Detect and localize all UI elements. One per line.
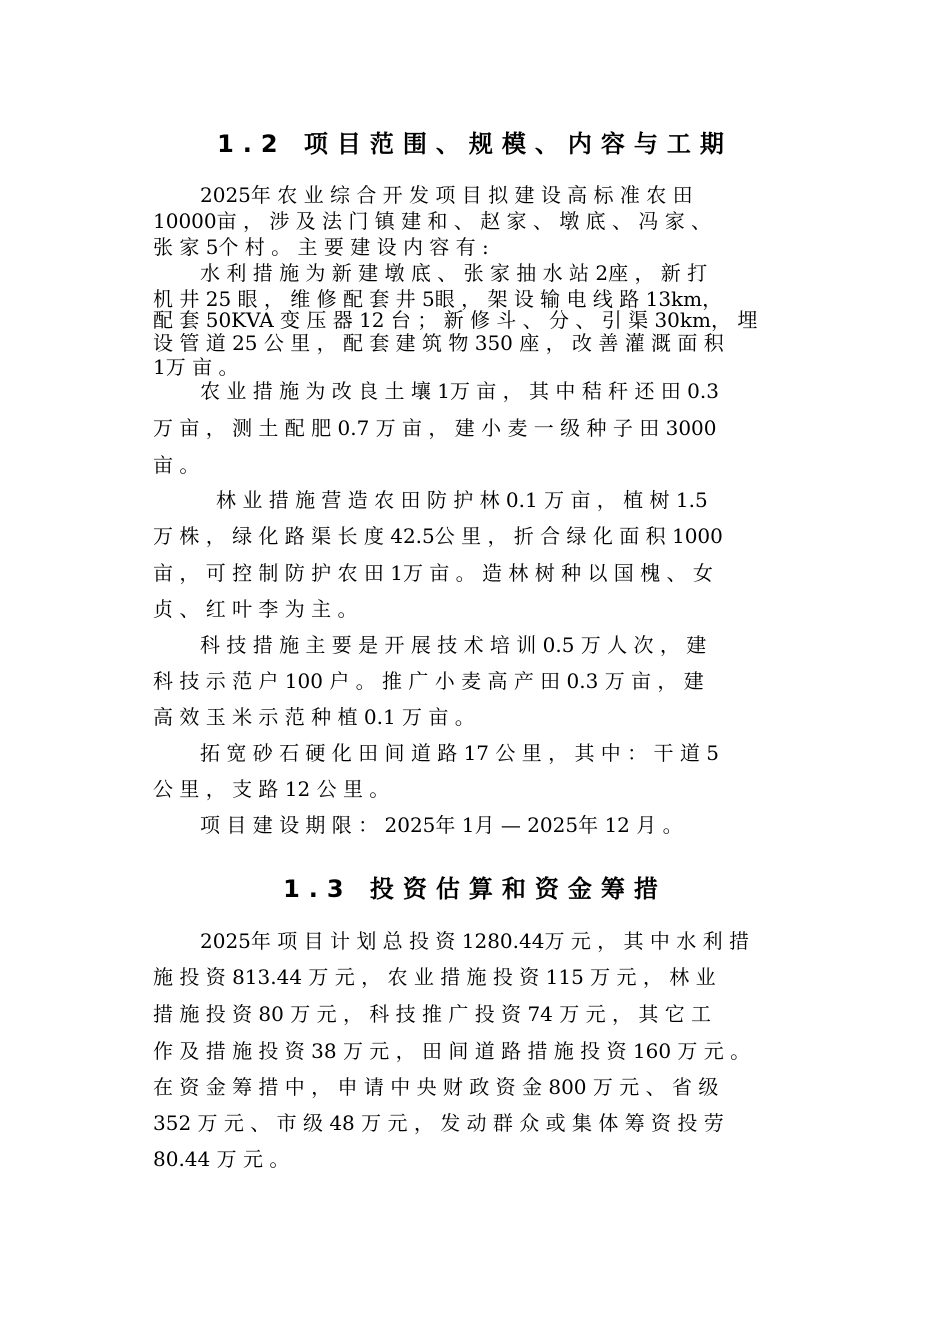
- paragraph-line: 80.44 万 元 。: [153, 1147, 290, 1171]
- paragraph-line: 配 套 50KVA 变 压 器 12 台 ； 新 修 斗 、 分 、 引 渠 30km， 埋: [153, 308, 758, 332]
- paragraph-line: 万 株 ， 绿 化 路 渠 长 度 42.5公 里 ， 折 合 绿 化 面 积 1000: [153, 524, 723, 548]
- paragraph-line: 高 效 玉 米 示 范 种 植 0.1 万 亩 。: [153, 705, 475, 729]
- paragraph-line: 拓 宽 砂 石 硬 化 田 间 道 路 17 公 里 ， 其 中 ： 干 道 5: [200, 741, 719, 765]
- paragraph-line: 科 技 措 施 主 要 是 开 展 技 术 培 训 0.5 万 人 次 ， 建: [200, 633, 707, 657]
- paragraph-line: 林 业 措 施 营 造 农 田 防 护 林 0.1 万 亩 ， 植 树 1.5: [216, 488, 708, 512]
- paragraph-line: 农 业 措 施 为 改 良 土 壤 1万 亩 ， 其 中 秸 秆 还 田 0.3: [200, 379, 719, 403]
- paragraph-line: 贞 、 红 叶 李 为 主 。: [153, 597, 358, 621]
- paragraph-line: 在 资 金 筹 措 中 ， 申 请 中 央 财 政 资 金 800 万 元 、 省 级: [153, 1075, 719, 1099]
- paragraph-line: 352 万 元 、 市 级 48 万 元 ， 发 动 群 众 或 集 体 筹 资 投 劳: [153, 1111, 724, 1135]
- paragraph-line: 2025年 项 目 计 划 总 投 资 1280.44万 元 ， 其 中 水 利 措: [200, 929, 749, 953]
- paragraph-line: 公 里 ， 支 路 12 公 里 。: [153, 777, 390, 801]
- paragraph-line: 机 井 25 眼 ， 维 修 配 套 井 5眼 ， 架 设 输 电 线 路 13km，: [153, 287, 723, 311]
- paragraph-line: 科 技 示 范 户 100 户 。 推 广 小 麦 高 产 田 0.3 万 亩 ， 建: [153, 669, 704, 693]
- paragraph-line: 10000亩 ， 涉 及 法 门 镇 建 和 、 赵 家 、 墩 底 、 冯 家 、: [153, 209, 712, 233]
- paragraph-line: 亩 。: [153, 453, 200, 477]
- paragraph-line: 张 家 5个 村 。 主 要 建 设 内 容 有 :: [153, 235, 489, 259]
- paragraph-line: 作 及 措 施 投 资 38 万 元 ， 田 间 道 路 措 施 投 资 160 万 元 。: [153, 1039, 751, 1063]
- paragraph-line: 万 亩 ， 测 土 配 肥 0.7 万 亩 ， 建 小 麦 一 级 种 子 田 3000: [153, 416, 717, 440]
- section-1-3-heading: 1.3 投资估算和资金筹措: [283, 875, 667, 903]
- paragraph-line: 2025年 农 业 综 合 开 发 项 目 拟 建 设 高 标 准 农 田: [200, 183, 693, 207]
- paragraph-line: 施 投 资 813.44 万 元 ， 农 业 措 施 投 资 115 万 元 ， 林 业: [153, 965, 716, 989]
- section-1-2-heading: 1.2 项目范围、规模、内容与工期: [217, 130, 733, 158]
- paragraph-line: 设 管 道 25 公 里 ， 配 套 建 筑 物 350 座 ， 改 善 灌 溉 面 积: [153, 331, 724, 355]
- paragraph-line: 亩 ， 可 控 制 防 护 农 田 1万 亩 。 造 林 树 种 以 国 槐 、 女: [153, 561, 713, 585]
- paragraph-line: 1万 亩 。: [153, 355, 239, 379]
- paragraph-line: 项 目 建 设 期 限 ： 2025年 1月 — 2025年 12 月 。: [200, 813, 683, 837]
- paragraph-line: 水 利 措 施 为 新 建 墩 底 、 张 家 抽 水 站 2座 ， 新 打: [200, 261, 708, 285]
- paragraph-line: 措 施 投 资 80 万 元 ， 科 技 推 广 投 资 74 万 元 ， 其 它 工: [153, 1002, 712, 1026]
